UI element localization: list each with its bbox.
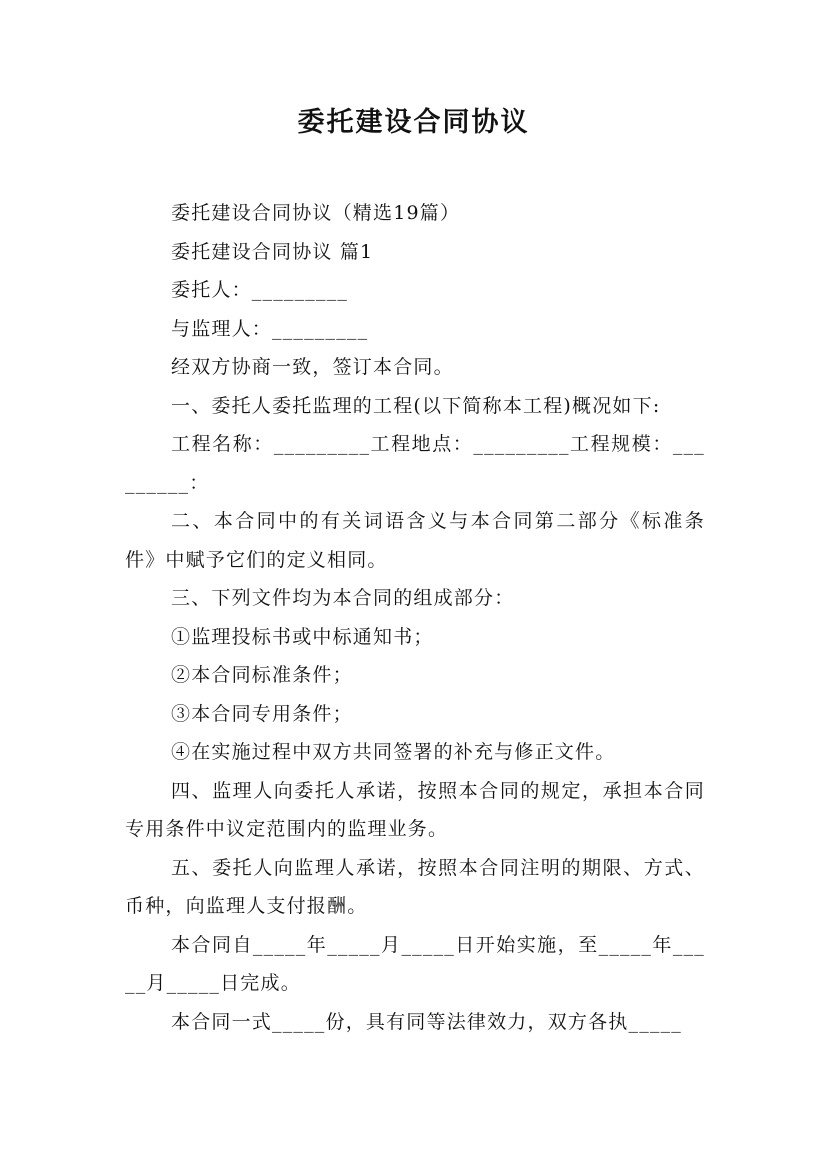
paragraph-item-4: ④在实施过程中双方共同签署的补充与修正文件。 (171, 741, 616, 763)
paragraph-term: 本合同自_____年_____月_____日开始实施，至_____年_____月_____日完成。 (125, 933, 705, 994)
paragraph-clause-2: 二、本合同中的有关词语含义与本合同第二部分《标准条件》中赋予它们的定义相同。 (125, 510, 705, 571)
paragraph-clause-1: 一、委托人委托监理的工程(以下简称本工程)概况如下: (171, 394, 661, 417)
paragraph-copies: 本合同一式_____份，具有同等法律效力，双方各执_____ (171, 1010, 683, 1033)
paragraph-clause-3: 三、下列文件均为本合同的组成部分： (171, 587, 515, 609)
paragraph-clause-4: 四、监理人向委托人承诺，按照本合同的规定，承担本合同专用条件中议定范围内的监理业务。 (125, 779, 705, 840)
paragraph-supervisor: 与监理人：_________ (171, 317, 369, 340)
paragraph-subtitle: 委托建设合同协议（精选19篇） (171, 202, 461, 224)
paragraph-clause-5: 五、委托人向监理人承诺，按照本合同注明的期限、方式、币种，向监理人支付报酬。 (125, 856, 705, 917)
document-body (125, 194, 705, 1041)
paragraph-section-heading: 委托建设合同协议 篇1 (171, 240, 374, 263)
paragraph-agreement: 经双方协商一致，签订本合同。 (171, 356, 454, 378)
paragraph-item-2: ②本合同标准条件； (171, 664, 353, 686)
document-title: 委托建设合同协议 (297, 107, 530, 138)
paragraph-item-1: ①监理投标书或中标通知书； (171, 625, 434, 648)
paragraph-client: 委托人：_________ (171, 279, 349, 301)
paragraph-project-info: 工程名称：_________工程地点：_________工程规模：_________： (125, 433, 705, 494)
paragraph-item-3: ③本合同专用条件； (171, 702, 353, 725)
